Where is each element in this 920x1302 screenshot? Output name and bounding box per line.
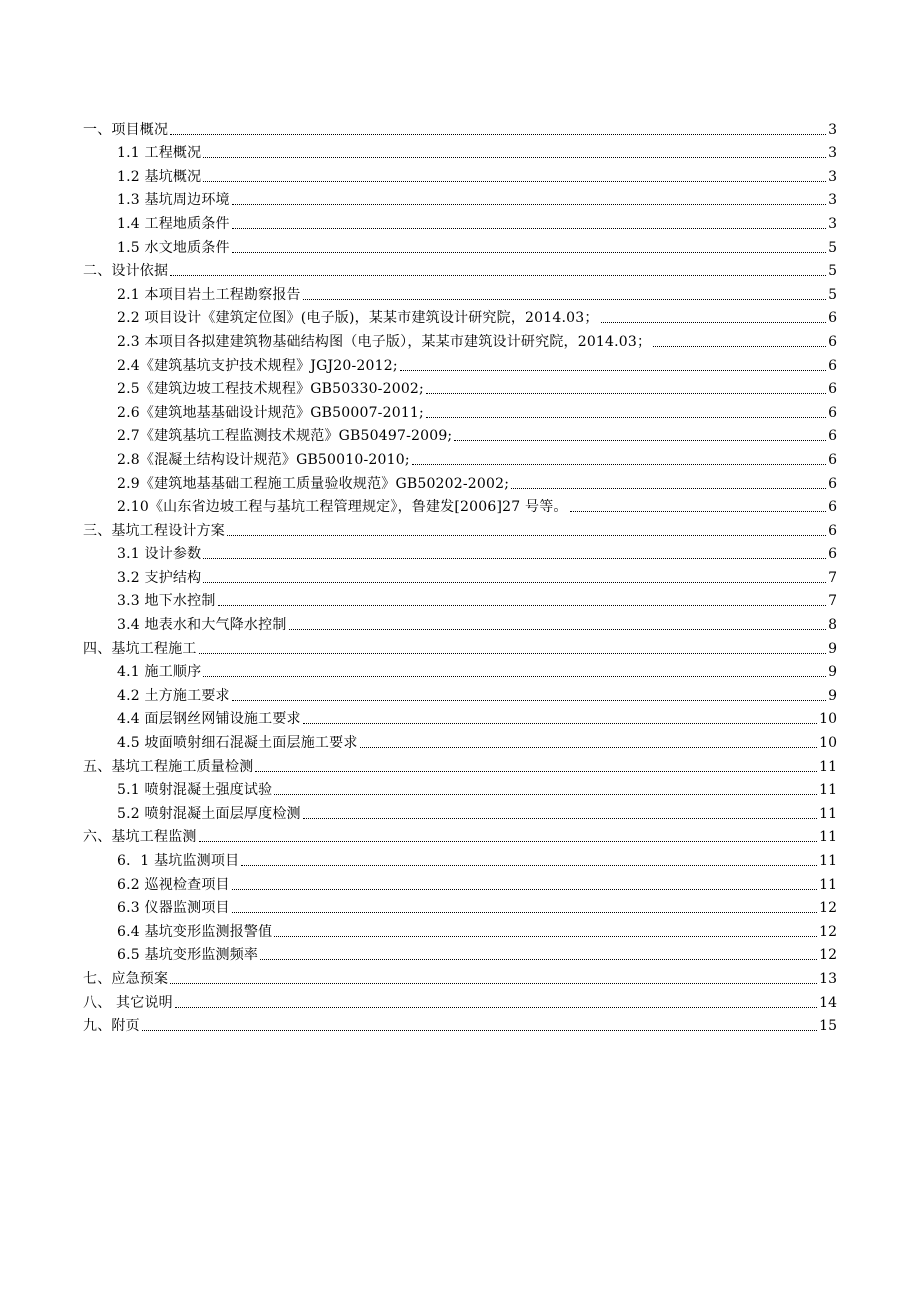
toc-entry-title: 2.4《建筑基坑支护技术规程》JGJ20-2012;	[117, 357, 398, 374]
toc-entry-page-number: 10	[819, 735, 837, 752]
toc-entry[interactable]	[0, 327, 920, 351]
toc-dot-leader	[232, 252, 826, 253]
toc-dot-leader	[412, 464, 826, 465]
toc-entry-title: 2.3 本项目各拟建建筑物基础结构图（电子版），某某市建筑设计研究院，2014.03；	[117, 333, 652, 350]
toc-dot-leader	[255, 771, 817, 772]
toc-entry-page-number: 5	[828, 286, 837, 303]
toc-entry-page-number: 11	[819, 853, 837, 869]
toc-entry[interactable]	[0, 658, 920, 682]
toc-entry-page-number: 9	[828, 687, 837, 704]
toc-entry-page-number: 11	[819, 876, 837, 893]
toc-entry-title: 1.5 水文地质条件	[117, 239, 230, 256]
toc-dot-leader	[360, 747, 818, 748]
toc-dot-leader	[570, 511, 826, 512]
toc-entry[interactable]	[0, 752, 920, 776]
toc-dot-leader	[232, 912, 817, 913]
toc-dot-leader	[170, 275, 826, 276]
toc-entry-title: 2.1 本项目岩土工程勘察报告	[117, 286, 301, 303]
toc-entry[interactable]	[0, 610, 920, 634]
toc-entry-page-number: 3	[828, 145, 837, 162]
toc-entry-page-number: 6	[828, 499, 837, 516]
toc-dot-leader	[232, 228, 826, 229]
toc-entry[interactable]	[0, 563, 920, 587]
toc-entry-page-number: 6	[828, 381, 837, 398]
toc-entry[interactable]	[0, 516, 920, 540]
toc-entry-title: 1.3 基坑周边环境	[117, 192, 230, 209]
toc-dot-leader	[218, 605, 827, 606]
toc-entry[interactable]	[0, 351, 920, 375]
toc-entry-page-number: 12	[819, 947, 837, 964]
toc-entry[interactable]	[0, 941, 920, 965]
toc-dot-leader	[232, 204, 826, 205]
toc-entry-page-number: 6	[828, 475, 837, 492]
toc-entry-page-number: 12	[819, 923, 837, 940]
toc-dot-leader	[303, 818, 817, 819]
toc-dot-leader	[303, 723, 817, 724]
toc-entry-page-number: 6	[828, 357, 837, 374]
toc-dot-leader	[260, 959, 817, 960]
toc-entry[interactable]	[0, 445, 920, 469]
toc-entry-title: 三、基坑工程设计方案	[83, 522, 225, 539]
toc-dot-leader	[203, 558, 826, 559]
toc-entry-title: 6．1 基坑监测项目	[117, 853, 240, 869]
toc-entry-page-number: 3	[828, 121, 837, 138]
toc-entry-title: 二、设计依据	[83, 263, 169, 280]
toc-entry[interactable]	[0, 894, 920, 918]
toc-entry[interactable]	[0, 870, 920, 894]
toc-entry[interactable]	[0, 1012, 920, 1036]
toc-entry[interactable]	[0, 280, 920, 304]
toc-entry-page-number: 9	[828, 640, 837, 657]
toc-entry-title: 5.1 喷射混凝土强度试验	[117, 782, 273, 799]
toc-entry-page-number: 11	[819, 805, 837, 822]
toc-entry[interactable]	[0, 917, 920, 941]
toc-entry[interactable]	[0, 776, 920, 800]
toc-entry[interactable]	[0, 728, 920, 752]
toc-dot-leader	[601, 322, 827, 323]
toc-entry-title: 4.4 面层钢丝网铺设施工要求	[117, 711, 301, 728]
toc-entry-page-number: 8	[828, 617, 837, 634]
toc-dot-leader	[426, 393, 826, 394]
toc-entry-title: 5.2 喷射混凝土面层厚度检测	[117, 805, 301, 822]
toc-entry-title: 2.8《混凝土结构设计规范》GB50010-2010;	[117, 451, 410, 468]
toc-dot-leader	[203, 181, 826, 182]
toc-entry-page-number: 6	[828, 522, 837, 539]
toc-entry-page-number: 11	[819, 829, 837, 846]
toc-entry-title: 3.2 支护结构	[117, 569, 202, 586]
toc-entry-title: 四、基坑工程施工	[83, 640, 197, 657]
toc-dot-leader	[170, 134, 826, 135]
toc-entry-title: 6.3 仪器监测项目	[117, 900, 230, 917]
toc-entry-title: 1.1 工程概况	[117, 145, 202, 162]
toc-dot-leader	[274, 936, 817, 937]
toc-dot-leader	[142, 1030, 817, 1031]
toc-dot-leader	[175, 1007, 817, 1008]
toc-entry[interactable]	[0, 233, 920, 257]
toc-entry-page-number: 10	[819, 711, 837, 728]
toc-entry-page-number: 6	[828, 428, 837, 445]
toc-entry[interactable]	[0, 469, 920, 493]
toc-entry-title: 6.5 基坑变形监测频率	[117, 947, 259, 964]
toc-entry[interactable]	[0, 846, 920, 870]
toc-entry-page-number: 6	[828, 310, 837, 327]
toc-entry-title: 1.2 基坑概况	[117, 168, 202, 185]
toc-entry-page-number: 6	[828, 404, 837, 421]
toc-entry-title: 4.5 坡面喷射细石混凝土面层施工要求	[117, 735, 358, 752]
toc-entry-title: 六、基坑工程监测	[83, 829, 197, 846]
toc-dot-leader	[203, 157, 826, 158]
toc-entry[interactable]	[0, 186, 920, 210]
toc-dot-leader	[454, 440, 826, 441]
toc-entry[interactable]	[0, 162, 920, 186]
toc-entry[interactable]	[0, 681, 920, 705]
toc-entry[interactable]	[0, 587, 920, 611]
toc-entry[interactable]	[0, 422, 920, 446]
toc-entry[interactable]	[0, 634, 920, 658]
toc-entry-page-number: 11	[819, 782, 837, 799]
toc-entry-page-number: 11	[819, 758, 837, 775]
toc-entry[interactable]	[0, 705, 920, 729]
toc-entry[interactable]	[0, 398, 920, 422]
toc-entry-title: 2.10《山东省边坡工程与基坑工程管理规定》，鲁建发[2006]27 号等。	[117, 499, 568, 516]
toc-entry[interactable]	[0, 139, 920, 163]
toc-entry-title: 4.1 施工顺序	[117, 664, 202, 681]
toc-entry-title: 五、基坑工程施工质量检测	[83, 758, 254, 775]
toc-entry-page-number: 14	[819, 994, 837, 1011]
toc-entry-title: 3.4 地表水和大气降水控制	[117, 617, 287, 634]
toc-dot-leader	[426, 417, 826, 418]
toc-entry-page-number: 5	[828, 263, 837, 280]
toc-entry-title: 1.4 工程地质条件	[117, 215, 230, 232]
toc-entry-page-number: 12	[819, 900, 837, 917]
toc-dot-leader	[511, 488, 826, 489]
toc-entry-page-number: 15	[819, 1018, 837, 1035]
toc-entry-title: 2.2 项目设计《建筑定位图》(电子版)，某某市建筑设计研究院，2014.03；	[117, 310, 599, 327]
toc-entry[interactable]	[0, 115, 920, 139]
toc-entry[interactable]	[0, 799, 920, 823]
toc-entry-title: 七、应急预案	[83, 970, 169, 987]
toc-entry[interactable]	[0, 493, 920, 517]
toc-dot-leader	[203, 676, 826, 677]
toc-entry-title: 2.6《建筑地基基础设计规范》GB50007-2011;	[117, 404, 424, 421]
toc-entry-page-number: 7	[828, 593, 837, 610]
toc-entry[interactable]	[0, 823, 920, 847]
toc-dot-leader	[227, 535, 826, 536]
toc-entry[interactable]	[0, 257, 920, 281]
toc-entry-title: 九、附页	[83, 1018, 140, 1035]
toc-entry-page-number: 3	[828, 215, 837, 232]
toc-dot-leader	[232, 889, 817, 890]
table-of-contents	[0, 115, 920, 1035]
toc-dot-leader	[653, 346, 826, 347]
toc-dot-leader	[170, 983, 817, 984]
toc-dot-leader	[274, 794, 817, 795]
toc-entry[interactable]	[0, 304, 920, 328]
toc-entry-title: 6.2 巡视检查项目	[117, 876, 230, 893]
toc-dot-leader	[232, 700, 826, 701]
toc-dot-leader	[203, 582, 826, 583]
toc-entry[interactable]	[0, 209, 920, 233]
toc-entry[interactable]	[0, 375, 920, 399]
toc-dot-leader	[303, 299, 826, 300]
toc-dot-leader	[241, 865, 817, 866]
toc-dot-leader	[400, 370, 826, 371]
toc-entry-title: 2.5《建筑边坡工程技术规程》GB50330-2002;	[117, 381, 424, 398]
toc-entry-title: 6.4 基坑变形监测报警值	[117, 923, 273, 940]
toc-entry[interactable]	[0, 964, 920, 988]
toc-entry-page-number: 7	[828, 569, 837, 586]
toc-entry-title: 八、 其它说明	[83, 994, 173, 1011]
toc-entry-page-number: 6	[828, 333, 837, 350]
toc-entry-title: 2.7《建筑基坑工程监测技术规范》GB50497-2009;	[117, 428, 453, 445]
toc-entry-title: 一、项目概况	[83, 121, 169, 138]
toc-entry[interactable]	[0, 988, 920, 1012]
toc-entry-title: 3.3 地下水控制	[117, 593, 216, 610]
toc-entry-page-number: 13	[819, 970, 837, 987]
toc-entry-page-number: 9	[828, 664, 837, 681]
toc-dot-leader	[199, 653, 826, 654]
toc-entry-page-number: 3	[828, 192, 837, 209]
toc-entry-title: 3.1 设计参数	[117, 546, 202, 563]
toc-entry-page-number: 6	[828, 451, 837, 468]
toc-dot-leader	[289, 629, 827, 630]
toc-entry[interactable]	[0, 540, 920, 564]
toc-dot-leader	[199, 841, 818, 842]
toc-entry-title: 4.2 土方施工要求	[117, 687, 230, 704]
toc-entry-page-number: 3	[828, 168, 837, 185]
toc-entry-page-number: 6	[828, 546, 837, 563]
toc-entry-title: 2.9《建筑地基基础工程施工质量验收规范》GB50202-2002;	[117, 475, 510, 492]
toc-entry-page-number: 5	[828, 239, 837, 256]
